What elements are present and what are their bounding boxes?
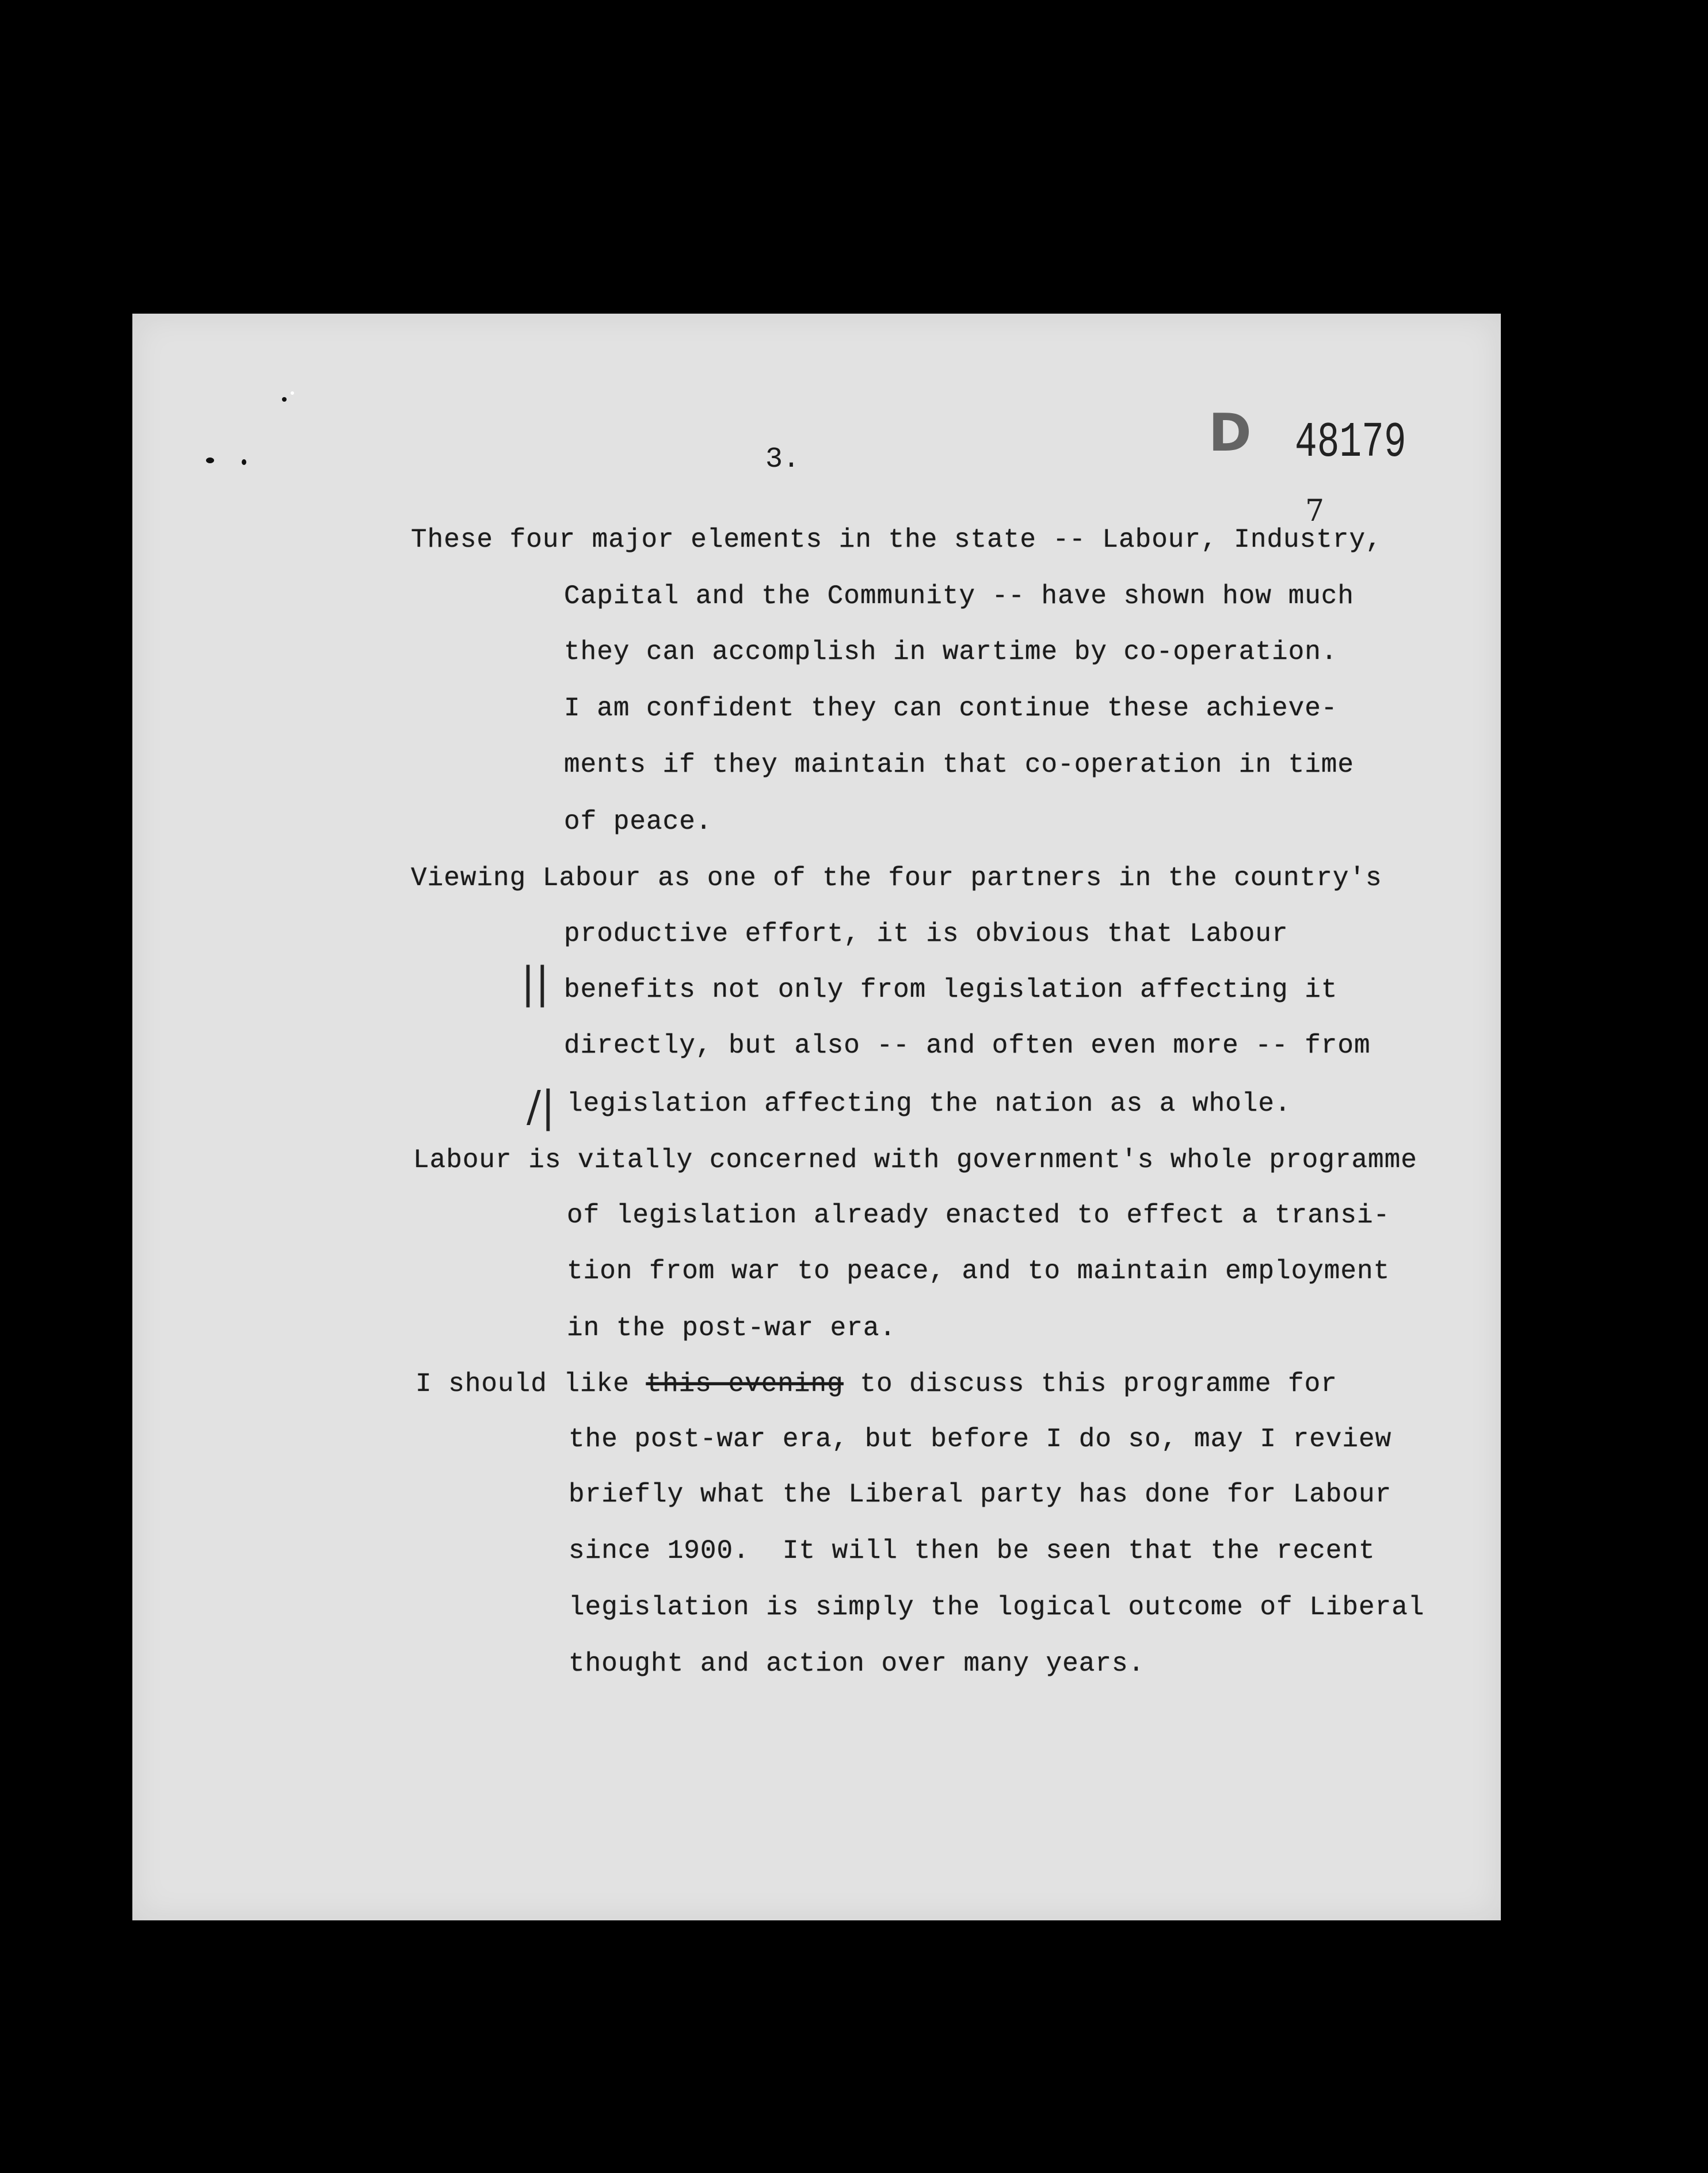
paragraph-2-line-1: Viewing Labour as one of the four partners in the country's [411, 863, 1382, 893]
paragraph-3-line-2: of legislation already enacted to effect a transi- [567, 1200, 1390, 1230]
ink-speck [282, 397, 287, 402]
page-number: 3. [765, 443, 800, 476]
margin-mark: /| [527, 1082, 555, 1131]
ink-speck [206, 458, 214, 463]
paragraph-4-line-2: the post-war era, but before I do so, may I review [569, 1424, 1392, 1454]
ink-speck [242, 459, 246, 465]
paragraph-4-line-1 [415, 1371, 1337, 1397]
paragraph-3-line-3: tion from war to peace, and to maintain employment [567, 1256, 1390, 1286]
paragraph-1-line-6: of peace. [564, 807, 712, 837]
paragraph-1-line-3: they can accomplish in wartime by co-operation. [564, 637, 1338, 667]
paragraph-2-line-4: directly, but also -- and often even more -- from [564, 1031, 1371, 1061]
handwritten-caret-mark: 7 [1305, 494, 1325, 528]
paragraph-1-line-4: I am confident they can continue these achieve- [564, 693, 1338, 723]
paragraph-2-line-3: benefits not only from legislation affecting it [564, 975, 1338, 1005]
paragraph-3-line-1: Labour is vitally concerned with government's whole programme [413, 1145, 1417, 1175]
paragraph-4-line-5: legislation is simply the logical outcome of Liberal [569, 1592, 1425, 1622]
paragraph-1-line-2: Capital and the Community -- have shown how much [564, 581, 1355, 611]
stamp-letter: D [1208, 403, 1252, 463]
stamp-number: 48179 [1295, 414, 1406, 471]
paragraph-2-line-2: productive effort, it is obvious that Labour [564, 919, 1288, 949]
paragraph-1-line-5: ments if they maintain that co-operation in time [564, 750, 1355, 780]
dust-speck [291, 391, 294, 395]
paragraph-4-line-6: thought and action over many years. [569, 1649, 1145, 1679]
paragraph-4-line-1-after: to discuss this programme for [843, 1369, 1337, 1399]
paragraph-4-line-1-before: I should like [415, 1369, 646, 1399]
paragraph-3-line-4: in the post-war era. [567, 1313, 897, 1343]
struck-text: this evening [646, 1369, 844, 1399]
paragraph-2-line-5: legislation affecting the nation as a whole. [567, 1089, 1291, 1119]
margin-mark: || [521, 958, 550, 1008]
paragraph-4-line-4: since 1900. It will then be seen that the recent [569, 1536, 1375, 1566]
paragraph-1-line-1: These four major elements in the state -- Labour, Industry, [411, 525, 1382, 555]
paragraph-4-line-3: briefly what the Liberal party has done for Labour [569, 1480, 1392, 1509]
